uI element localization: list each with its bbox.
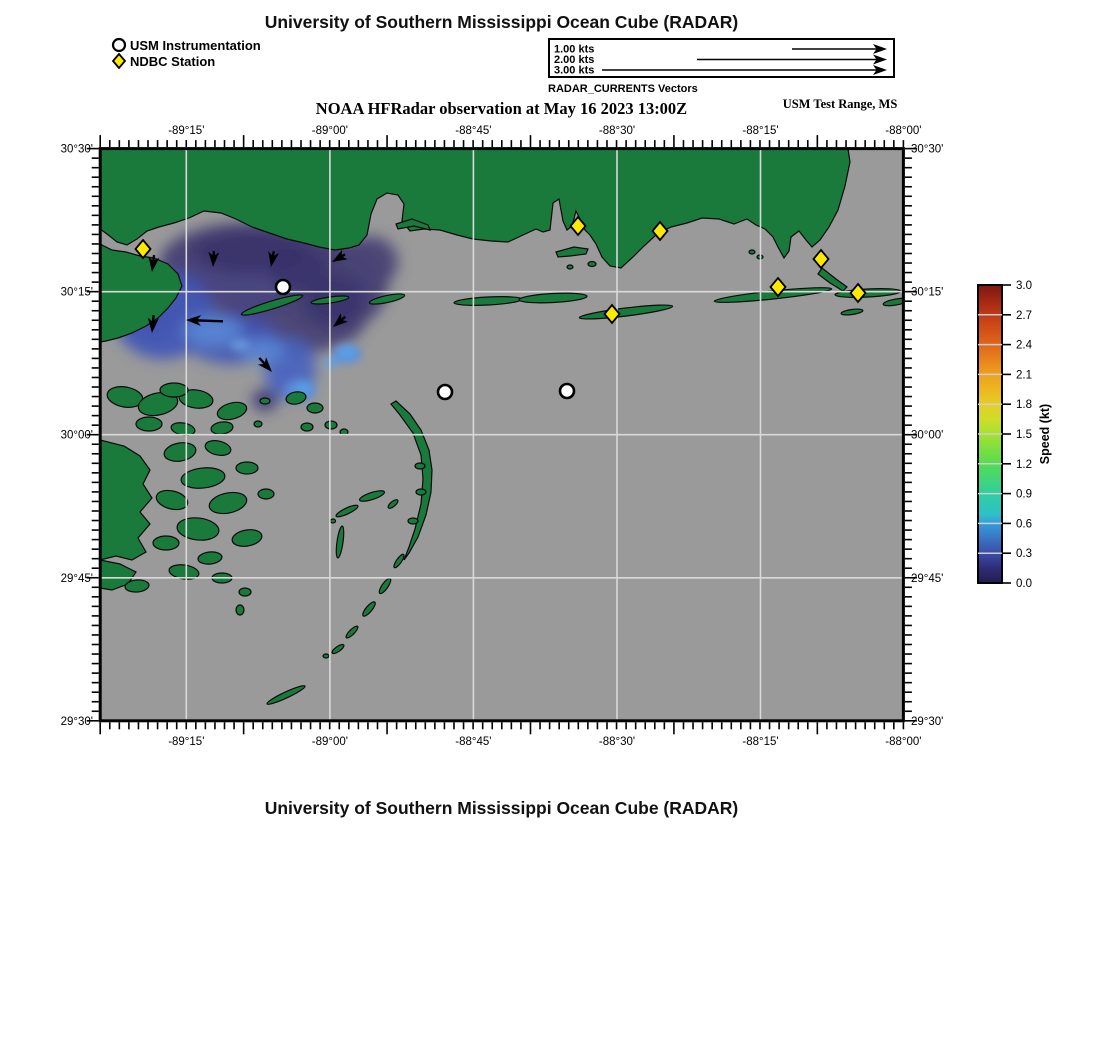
colorbar-tick-label: 2.1 xyxy=(1016,369,1032,382)
usm-instrument-marker xyxy=(276,280,290,294)
colorbar-tick-label: 0.9 xyxy=(1016,488,1032,501)
lon-tick-label: -88°45' xyxy=(455,736,492,748)
lon-tick-label: -89°00' xyxy=(311,736,349,748)
page-title: University of Southern Mississippi Ocean Cube (RADAR) xyxy=(264,12,739,32)
legend-ndbc-label: NDBC Station xyxy=(130,53,216,69)
colorbar-tick-label: 1.8 xyxy=(1016,399,1032,412)
lon-tick-label: -89°00' xyxy=(311,125,349,137)
lat-tick-label: 29°45' xyxy=(60,572,93,585)
lat-tick-label: 30°00' xyxy=(911,429,944,442)
lon-tick-label: -88°00' xyxy=(885,125,922,137)
region-label: USM Test Range, MS xyxy=(782,97,898,111)
vector-scale-label: 2.00 kts xyxy=(554,54,595,66)
usm-instrument-marker xyxy=(560,384,574,398)
lon-tick-label: -88°00' xyxy=(885,736,922,748)
colorbar-tick-label: 0.3 xyxy=(1016,548,1032,561)
lat-tick-label: 29°30' xyxy=(60,715,93,728)
lat-tick-label: 30°15' xyxy=(60,286,93,299)
lat-tick-label: 29°30' xyxy=(911,715,944,728)
vector-scale-label: 1.00 kts xyxy=(554,43,595,56)
colorbar-tick-label: 2.7 xyxy=(1016,309,1032,322)
lat-tick-label: 30°00' xyxy=(60,429,93,442)
colorbar-tick-label: 1.5 xyxy=(1016,429,1032,441)
lon-tick-label: -89°15' xyxy=(168,736,205,748)
lon-tick-label: -88°30' xyxy=(598,736,636,748)
lon-tick-label: -88°30' xyxy=(598,125,636,137)
lon-tick-label: -88°15' xyxy=(742,736,779,748)
usm-instrument-marker xyxy=(438,385,452,399)
colorbar-tick-label: 3.0 xyxy=(1016,280,1032,292)
lat-tick-label: 30°15' xyxy=(911,286,944,299)
colorbar-tick-label: 2.4 xyxy=(1016,339,1032,352)
lon-tick-label: -89°15' xyxy=(168,125,205,137)
colorbar-tick-label: 1.2 xyxy=(1016,458,1032,471)
colorbar xyxy=(978,280,1052,590)
lon-tick-label: -88°15' xyxy=(742,125,779,137)
colorbar-tick-label: 0.0 xyxy=(1016,578,1032,590)
footer-title: University of Southern Mississippi Ocean Cube (RADAR) xyxy=(264,798,739,818)
lat-tick-label: 30°30' xyxy=(911,143,944,156)
colorbar-axis-label: Speed (kt) xyxy=(1038,403,1052,465)
lat-tick-label: 30°30' xyxy=(60,143,93,156)
legend-usm-label: USM Instrumentation xyxy=(130,37,261,53)
lon-tick-label: -88°45' xyxy=(455,125,492,137)
lat-tick-label: 29°45' xyxy=(911,572,944,585)
vector-scale-caption: RADAR_CURRENTS Vectors xyxy=(548,83,698,95)
colorbar-tick-label: 0.6 xyxy=(1016,518,1032,531)
vector-scale-label: 3.00 kts xyxy=(554,64,595,75)
observation-subtitle: NOAA HFRadar observation at May 16 2023 13:00Z xyxy=(315,99,688,118)
